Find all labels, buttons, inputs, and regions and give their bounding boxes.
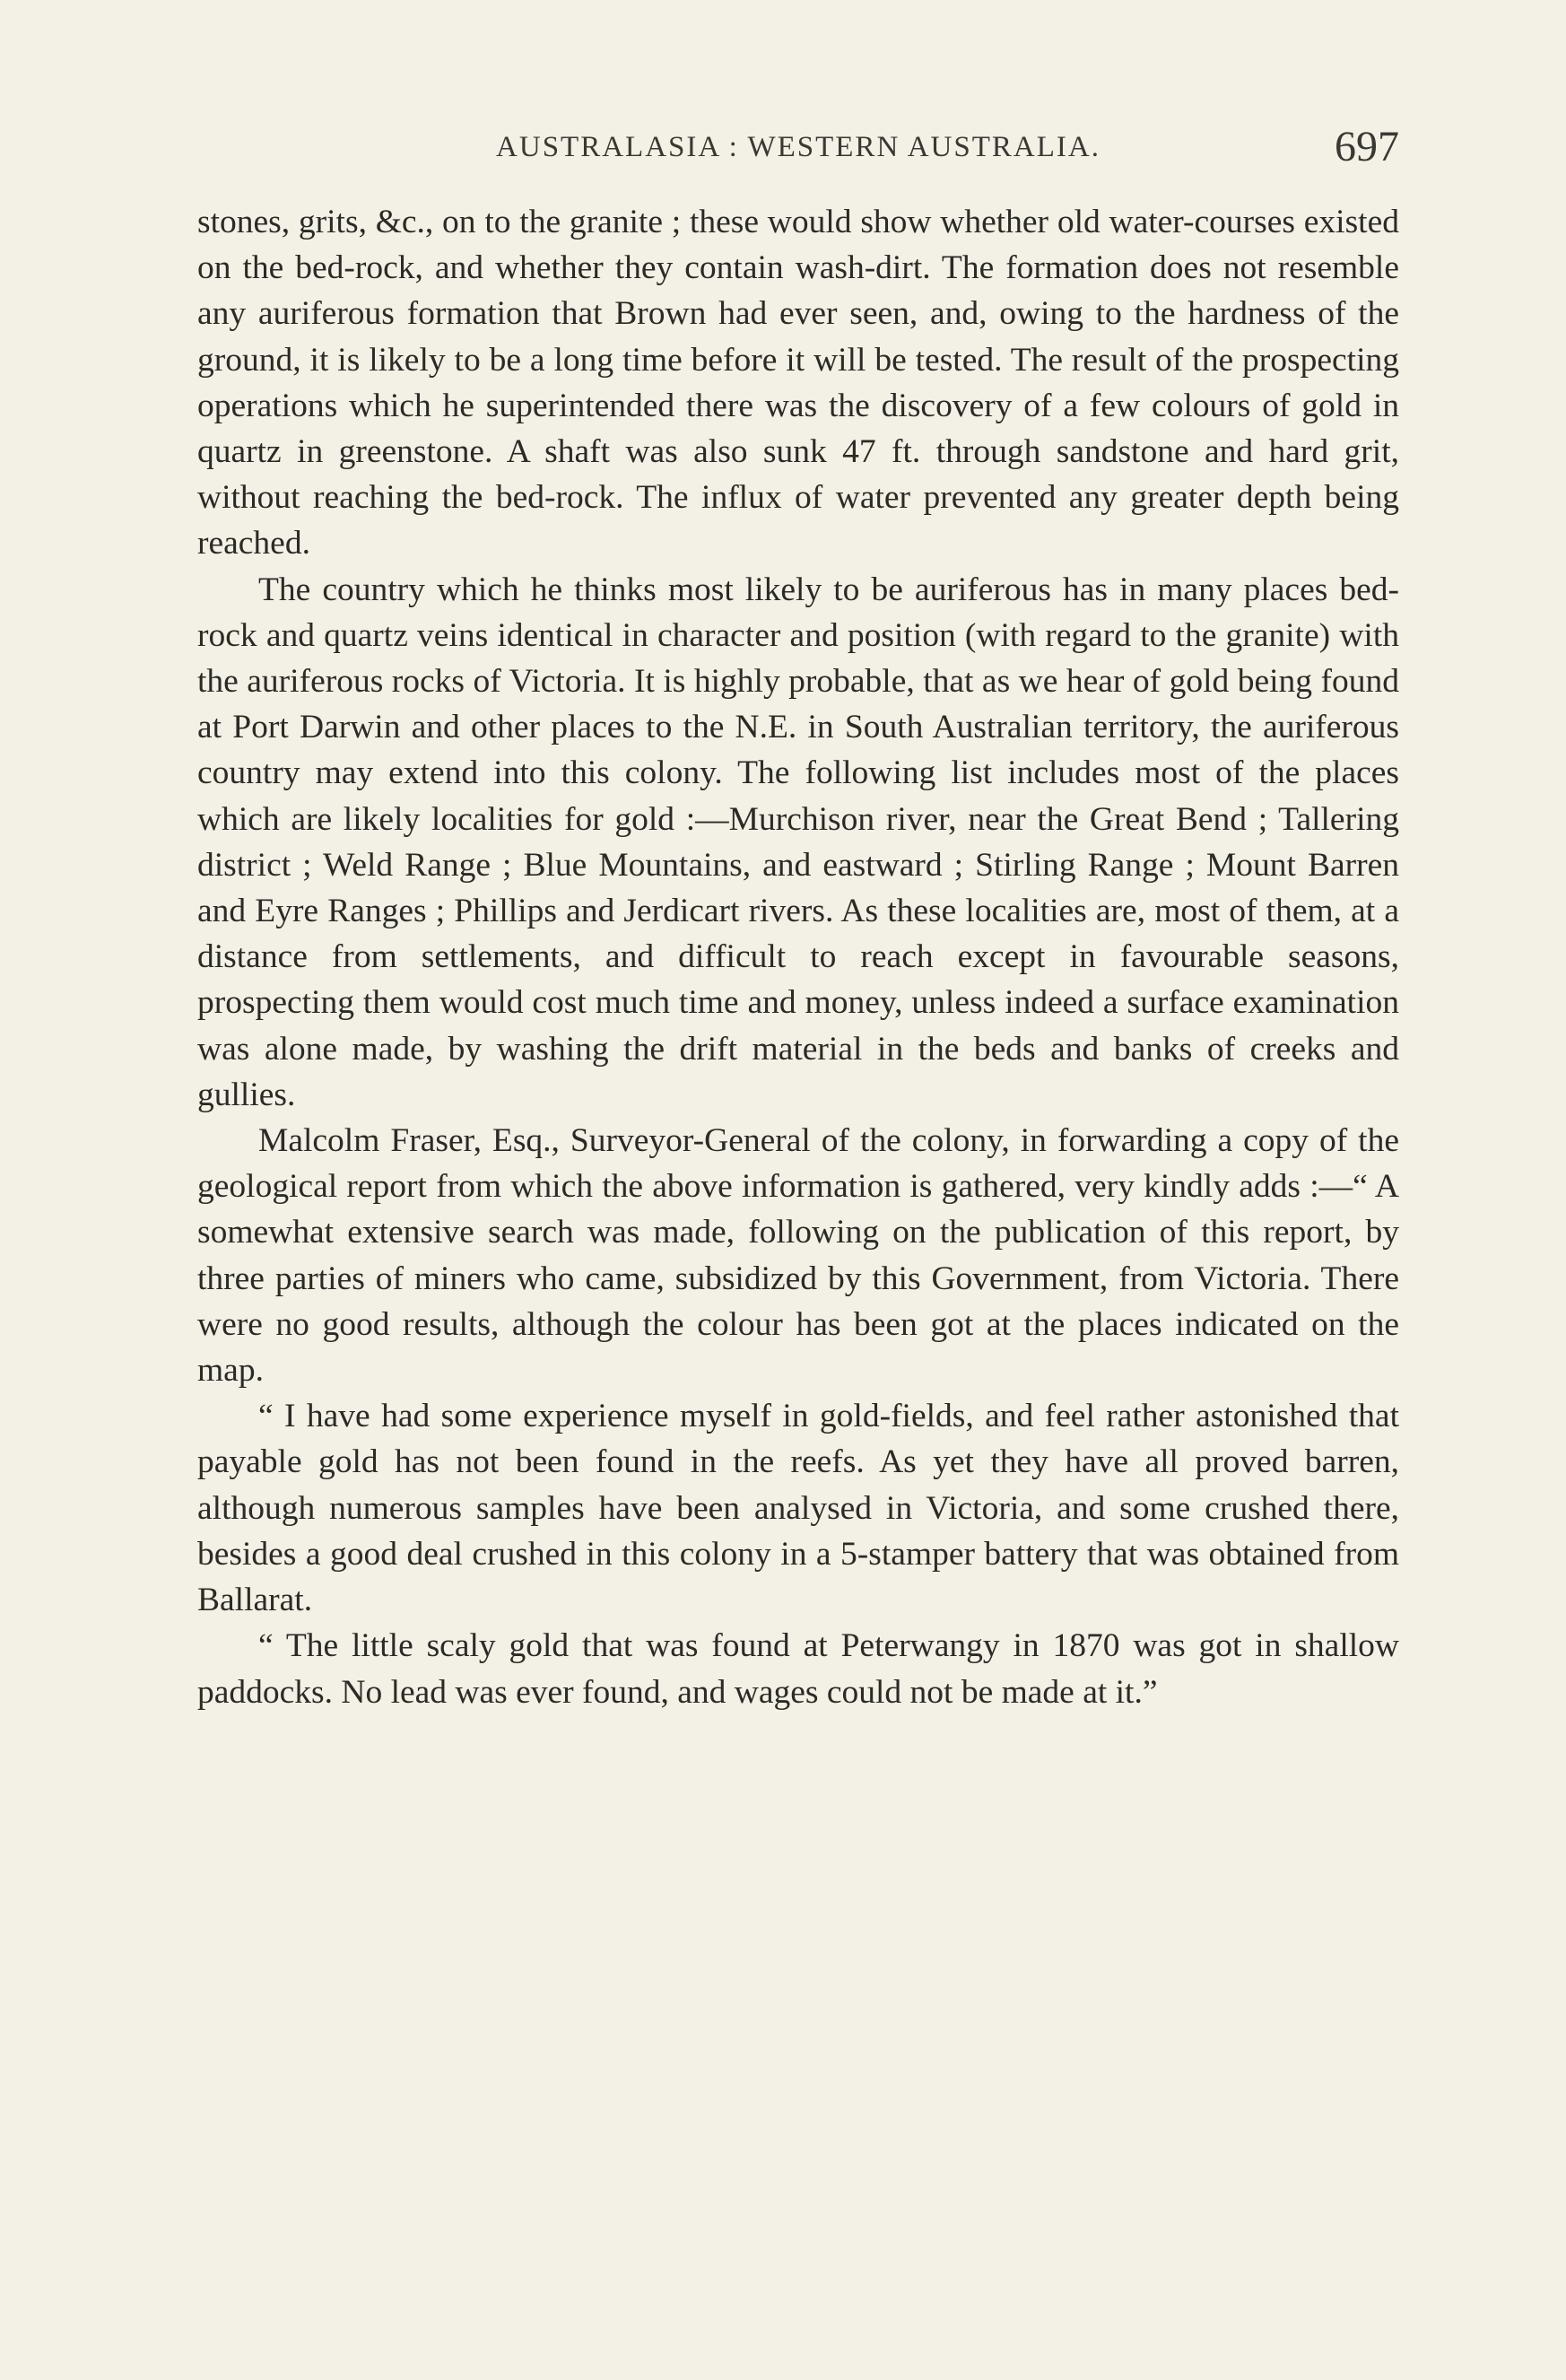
paragraph-quote-experience: “ I have had some experience myself in gold-fields, and feel rather astonished that payable gold has not been found in the reefs. As yet they have all proved barren, although numerous samples have been analysed in Victoria, and some crushed there, besides a good deal crushed in this colony in a 5-stamper battery that was obtained from Ballarat. — [197, 1398, 1399, 1619]
paragraph-auriferous-country: The country which he thinks most likely to be auriferous has in many places bed-rock and quartz veins identical in character and position (with regard to the granite) with the auriferous rocks of Victoria. It is highly probable, that as we hear of gold being found at Port Darwin and other places to the N.E. in South Australian territory, the auriferous country may extend into this colony. The following list includes most of the places which are likely localities for gold :—Murchison river, near the Great Bend ; Tallering district ; Weld Range ; Blue Mountains, and eastward ; Stirling Range ; Mount Barren and Eyre Ranges ; Phillips and Jerdicart rivers. As these localities are, most of them, at a distance from settlements, and difficult to reach except in favourable seasons, prospecting them would cost much time and money, unless indeed a surface examination was alone made, by washing the drift material in the beds and banks of creeks and gullies. — [197, 571, 1399, 1113]
paragraph-quote-peterwangy: “ The little scaly gold that was found at Peterwangy in 1870 was got in shallow paddocks. No lead was ever found, and wages could not be made at it.” — [197, 1627, 1399, 1711]
body-text — [197, 199, 1399, 1715]
paragraph-surveyor-general: Malcolm Fraser, Esq., Surveyor-General of the colony, in forwarding a copy of the geological report from which the above information is gathered, very kindly adds :—“ A somewhat extensive search was made, following on the publication of this report, by three parties of miners who came, subsidized by this Government, from Victoria. There were no good results, although the colour has been got at the places indicated on the map. — [197, 1122, 1399, 1390]
running-title: AUSTRALASIA : WESTERN AUSTRALIA. — [496, 131, 1101, 163]
paragraph-continued: stones, grits, &c., on to the granite ; these would show whether old water-courses existed on the bed-rock, and whether they contain wash-dirt. The formation does not resemble any auriferous formation that Brown had ever seen, and, owing to the hardness of the ground, it is likely to be a long time before it will be tested. The result of the prospecting operations which he superintended there was the discovery of a few colours of gold in quartz in greenstone. A shaft was also sunk 47 ft. through sandstone and hard grit, without reaching the bed-rock. The influx of water prevented any greater depth being reached. — [197, 204, 1399, 562]
page-number: 697 — [1335, 123, 1399, 170]
running-head — [197, 123, 1399, 179]
